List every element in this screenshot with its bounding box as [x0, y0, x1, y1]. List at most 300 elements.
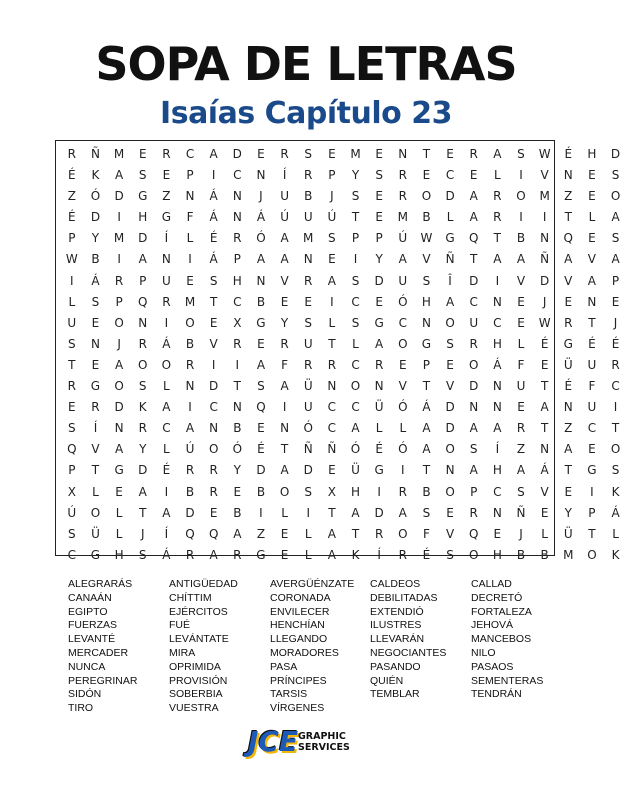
grid-letter[interactable]: L [541, 526, 548, 541]
grid-letter[interactable]: T [351, 526, 360, 541]
grid-letter[interactable]: S [91, 294, 100, 309]
grid-letter[interactable]: R [469, 147, 478, 161]
grid-letter[interactable]: O [445, 315, 455, 330]
grid-letter[interactable]: U [303, 400, 313, 415]
grid-letter[interactable]: M [397, 210, 408, 225]
grid-letter[interactable]: E [280, 526, 289, 541]
grid-letter[interactable]: B [233, 421, 242, 436]
grid-letter[interactable]: R [398, 189, 407, 204]
grid-letter[interactable]: A [256, 357, 266, 372]
grid-letter[interactable]: W [538, 147, 551, 161]
grid-letter[interactable]: A [351, 505, 360, 520]
grid-letter[interactable]: X [327, 484, 336, 499]
grid-letter[interactable]: O [587, 547, 597, 562]
grid-letter[interactable]: B [304, 189, 313, 204]
grid-letter[interactable]: V [398, 379, 407, 394]
grid-letter[interactable]: C [493, 315, 502, 330]
grid-letter[interactable]: O [114, 315, 124, 330]
grid-letter[interactable]: G [374, 315, 384, 330]
grid-letter[interactable]: É [68, 168, 76, 183]
grid-letter[interactable]: W [538, 315, 551, 330]
grid-letter[interactable]: R [493, 189, 502, 204]
grid-letter[interactable]: J [259, 189, 263, 204]
grid-letter[interactable]: D [469, 379, 479, 394]
grid-letter[interactable]: A [114, 168, 124, 183]
grid-letter[interactable]: N [256, 273, 266, 288]
grid-letter[interactable]: Ó [303, 421, 313, 436]
grid-letter[interactable]: R [138, 421, 147, 436]
grid-letter[interactable]: Q [468, 231, 479, 246]
grid-letter[interactable]: É [375, 442, 383, 457]
grid-letter[interactable]: J [330, 189, 334, 204]
grid-letter[interactable]: N [374, 379, 384, 394]
grid-letter[interactable]: L [281, 505, 288, 520]
grid-letter[interactable]: É [162, 463, 171, 478]
grid-letter[interactable]: N [421, 315, 431, 330]
grid-letter[interactable]: O [114, 379, 124, 394]
grid-letter[interactable]: Y [351, 168, 360, 183]
grid-letter[interactable]: E [328, 252, 336, 267]
grid-letter[interactable]: A [280, 463, 289, 478]
grid-letter[interactable]: Á [209, 252, 218, 267]
grid-letter[interactable]: Á [91, 273, 100, 288]
grid-letter[interactable]: F [281, 357, 289, 372]
grid-letter[interactable]: Á [162, 547, 171, 562]
grid-letter[interactable]: G [138, 189, 148, 204]
grid-letter[interactable]: E [91, 357, 100, 372]
grid-letter[interactable]: R [233, 336, 242, 351]
grid-letter[interactable]: U [587, 357, 597, 372]
grid-letter[interactable]: L [186, 231, 194, 246]
grid-letter[interactable]: H [421, 294, 431, 309]
grid-letter[interactable]: U [398, 273, 408, 288]
grid-letter[interactable]: N [232, 189, 242, 204]
grid-letter[interactable]: C [327, 421, 337, 436]
grid-letter[interactable]: A [516, 252, 526, 267]
grid-letter[interactable]: Ñ [445, 252, 455, 267]
grid-letter[interactable]: A [516, 463, 526, 478]
grid-letter[interactable]: Ñ [516, 505, 526, 520]
grid-letter[interactable]: Í [164, 526, 169, 541]
grid-letter[interactable]: C [445, 168, 455, 183]
grid-letter[interactable]: O [161, 357, 172, 372]
grid-letter[interactable]: A [611, 210, 620, 225]
grid-letter[interactable]: L [399, 421, 407, 436]
grid-letter[interactable]: G [421, 336, 432, 351]
grid-letter[interactable]: R [185, 463, 195, 478]
grid-letter[interactable]: T [611, 421, 620, 436]
grid-letter[interactable]: O [468, 547, 479, 562]
grid-letter[interactable]: U [587, 400, 597, 415]
grid-letter[interactable]: D [138, 231, 148, 246]
grid-letter[interactable]: Ü [563, 526, 573, 541]
grid-letter[interactable]: V [209, 336, 218, 351]
grid-letter[interactable]: Z [564, 189, 573, 204]
grid-letter[interactable]: B [256, 484, 266, 499]
grid-letter[interactable]: E [540, 505, 549, 520]
grid-letter[interactable]: R [185, 357, 195, 372]
grid-letter[interactable]: E [328, 147, 336, 161]
grid-letter[interactable]: G [90, 547, 101, 562]
grid-letter[interactable]: K [138, 400, 147, 415]
grid-letter[interactable]: V [564, 273, 573, 288]
grid-letter[interactable]: Z [564, 421, 573, 436]
grid-letter[interactable]: N [232, 210, 242, 225]
grid-letter[interactable]: Ú [280, 210, 289, 225]
grid-letter[interactable]: P [186, 168, 194, 183]
grid-letter[interactable]: E [280, 547, 289, 562]
grid-letter[interactable]: R [185, 547, 195, 562]
grid-letter[interactable]: C [351, 357, 360, 372]
grid-letter[interactable]: Á [209, 210, 218, 225]
grid-letter[interactable]: D [185, 505, 195, 520]
grid-letter[interactable]: O [398, 336, 408, 351]
grid-letter[interactable]: Ó [256, 231, 266, 246]
grid-letter[interactable]: I [211, 168, 216, 183]
grid-letter[interactable]: D [610, 147, 621, 161]
grid-letter[interactable]: P [115, 294, 123, 309]
grid-letter[interactable]: Z [516, 442, 526, 457]
grid-letter[interactable]: D [209, 379, 219, 394]
grid-letter[interactable]: R [564, 315, 573, 330]
grid-letter[interactable]: M [113, 231, 125, 246]
grid-letter[interactable]: W [420, 231, 433, 246]
grid-letter[interactable]: A [422, 421, 431, 436]
grid-letter[interactable]: Ó [398, 294, 408, 309]
grid-letter[interactable]: G [445, 231, 455, 246]
grid-letter[interactable]: S [304, 147, 313, 161]
grid-letter[interactable]: Q [67, 442, 77, 457]
grid-letter[interactable]: C [162, 421, 171, 436]
grid-letter[interactable]: L [304, 526, 312, 541]
grid-letter[interactable]: K [91, 168, 100, 183]
grid-letter[interactable]: A [280, 379, 289, 394]
grid-letter[interactable]: N [398, 147, 408, 161]
grid-letter[interactable]: I [519, 210, 523, 225]
grid-letter[interactable]: R [469, 336, 478, 351]
grid-letter[interactable]: S [422, 505, 431, 520]
grid-letter[interactable]: F [186, 210, 194, 225]
grid-letter[interactable]: C [351, 400, 360, 415]
grid-letter[interactable]: T [540, 379, 549, 394]
grid-letter[interactable]: A [587, 273, 597, 288]
grid-letter[interactable]: A [422, 442, 431, 457]
grid-letter[interactable]: C [67, 547, 77, 562]
grid-letter[interactable]: T [588, 315, 596, 330]
grid-letter[interactable]: S [304, 315, 313, 330]
grid-letter[interactable]: N [469, 400, 479, 415]
grid-letter[interactable]: K [611, 547, 620, 562]
grid-letter[interactable]: V [280, 273, 289, 288]
grid-letter[interactable]: J [140, 526, 145, 541]
grid-letter[interactable]: I [188, 252, 192, 267]
grid-letter[interactable]: A [138, 252, 147, 267]
grid-letter[interactable]: É [68, 210, 76, 225]
grid-letter[interactable]: A [493, 252, 502, 267]
grid-letter[interactable]: A [469, 463, 478, 478]
grid-letter[interactable]: T [328, 505, 336, 520]
grid-letter[interactable]: A [469, 189, 478, 204]
grid-letter[interactable]: X [233, 315, 242, 330]
grid-letter[interactable]: C [233, 168, 242, 183]
grid-letter[interactable]: P [351, 231, 360, 246]
grid-letter[interactable]: S [138, 379, 147, 394]
grid-letter[interactable]: G [90, 379, 101, 394]
grid-letter[interactable]: E [588, 231, 596, 246]
grid-letter[interactable]: A [398, 252, 407, 267]
grid-letter[interactable]: N [492, 294, 502, 309]
grid-letter[interactable]: V [445, 379, 455, 394]
grid-letter[interactable]: U [303, 336, 313, 351]
grid-letter[interactable]: E [540, 357, 549, 372]
grid-letter[interactable]: A [162, 505, 171, 520]
grid-letter[interactable]: M [184, 294, 196, 309]
grid-letter[interactable]: R [374, 526, 384, 541]
grid-letter[interactable]: L [612, 526, 619, 541]
grid-letter[interactable]: R [304, 273, 313, 288]
grid-letter[interactable]: T [588, 526, 596, 541]
grid-letter[interactable]: Ú [67, 505, 77, 520]
grid-letter[interactable]: R [516, 421, 526, 436]
grid-letter[interactable]: O [398, 526, 408, 541]
grid-letter[interactable]: E [138, 147, 147, 161]
grid-letter[interactable]: O [610, 189, 621, 204]
grid-letter[interactable]: P [68, 231, 76, 246]
grid-letter[interactable]: C [469, 294, 478, 309]
grid-letter[interactable]: B [233, 505, 242, 520]
grid-letter[interactable]: P [588, 505, 596, 520]
grid-letter[interactable]: A [280, 252, 289, 267]
grid-letter[interactable]: G [114, 463, 124, 478]
grid-letter[interactable]: Ú [185, 442, 195, 457]
grid-letter[interactable]: S [351, 315, 360, 330]
grid-letter[interactable]: T [422, 379, 431, 394]
grid-letter[interactable]: Ü [374, 400, 384, 415]
grid-letter[interactable]: A [564, 442, 573, 457]
grid-letter[interactable]: K [611, 484, 620, 499]
grid-letter[interactable]: U [469, 315, 479, 330]
grid-letter[interactable]: R [114, 273, 124, 288]
grid-letter[interactable]: A [209, 147, 218, 161]
grid-letter[interactable]: B [185, 484, 195, 499]
grid-letter[interactable]: T [540, 421, 549, 436]
grid-letter[interactable]: R [209, 484, 218, 499]
grid-letter[interactable]: F [588, 379, 596, 394]
grid-letter[interactable]: P [422, 357, 431, 372]
grid-letter[interactable]: T [564, 463, 572, 478]
grid-letter[interactable]: E [257, 421, 265, 436]
grid-letter[interactable]: G [161, 210, 172, 225]
grid-letter[interactable]: H [232, 273, 242, 288]
grid-letter[interactable]: Q [256, 400, 266, 415]
grid-letter[interactable]: I [282, 400, 287, 415]
grid-letter[interactable]: J [519, 526, 523, 541]
grid-letter[interactable]: D [114, 400, 124, 415]
grid-letter[interactable]: V [422, 252, 431, 267]
grid-letter[interactable]: A [256, 252, 266, 267]
grid-letter[interactable]: R [327, 357, 337, 372]
grid-letter[interactable]: A [327, 526, 336, 541]
grid-letter[interactable]: D [445, 189, 455, 204]
grid-letter[interactable]: O [279, 484, 290, 499]
grid-letter[interactable]: O [468, 357, 479, 372]
grid-letter[interactable]: G [587, 463, 597, 478]
grid-letter[interactable]: D [374, 505, 384, 520]
grid-letter[interactable]: A [233, 526, 242, 541]
grid-letter[interactable]: H [492, 336, 502, 351]
grid-letter[interactable]: L [328, 315, 336, 330]
grid-letter[interactable]: E [517, 400, 525, 415]
grid-letter[interactable]: P [470, 484, 478, 499]
grid-letter[interactable]: Y [233, 463, 241, 478]
grid-letter[interactable]: R [280, 147, 289, 161]
grid-letter[interactable]: A [185, 421, 195, 436]
grid-letter[interactable]: O [421, 189, 432, 204]
grid-letter[interactable]: E [517, 294, 525, 309]
grid-letter[interactable]: O [138, 357, 148, 372]
grid-letter[interactable]: E [233, 484, 242, 499]
grid-letter[interactable]: N [563, 400, 573, 415]
grid-letter[interactable]: É [209, 231, 218, 246]
grid-letter[interactable]: E [493, 526, 502, 541]
grid-letter[interactable]: R [138, 336, 147, 351]
grid-letter[interactable]: R [67, 379, 76, 394]
grid-letter[interactable]: E [328, 463, 336, 478]
grid-letter[interactable]: A [327, 273, 336, 288]
grid-letter[interactable]: E [375, 147, 383, 161]
grid-letter[interactable]: N [138, 315, 148, 330]
grid-letter[interactable]: Í [164, 231, 169, 246]
grid-letter[interactable]: S [328, 231, 336, 246]
grid-letter[interactable]: I [164, 315, 169, 330]
grid-letter[interactable]: I [211, 357, 216, 372]
grid-letter[interactable]: E [422, 168, 431, 183]
grid-letter[interactable]: A [445, 294, 455, 309]
grid-letter[interactable]: R [493, 210, 502, 225]
grid-letter[interactable]: O [445, 442, 455, 457]
grid-letter[interactable]: G [256, 315, 266, 330]
grid-letter[interactable]: F [422, 526, 430, 541]
grid-letter[interactable]: I [259, 505, 263, 520]
grid-letter[interactable]: Z [256, 526, 266, 541]
grid-letter[interactable]: N [303, 252, 313, 267]
grid-letter[interactable]: S [304, 484, 313, 499]
grid-letter[interactable]: A [375, 336, 384, 351]
grid-letter[interactable]: Ü [351, 463, 360, 478]
grid-letter[interactable]: T [422, 147, 431, 161]
grid-letter[interactable]: N [232, 400, 242, 415]
grid-letter[interactable]: I [306, 505, 310, 520]
grid-letter[interactable]: O [185, 315, 195, 330]
grid-letter[interactable]: D [445, 400, 455, 415]
grid-letter[interactable]: A [209, 547, 218, 562]
grid-letter[interactable]: N [492, 400, 502, 415]
grid-letter[interactable]: N [587, 294, 597, 309]
grid-letter[interactable]: Ó [350, 442, 361, 457]
grid-letter[interactable]: P [233, 252, 241, 267]
grid-letter[interactable]: N [185, 379, 195, 394]
grid-letter[interactable]: E [209, 505, 218, 520]
grid-letter[interactable]: E [446, 505, 454, 520]
grid-letter[interactable]: É [611, 336, 620, 351]
grid-letter[interactable]: M [113, 147, 125, 161]
grid-letter[interactable]: É [540, 336, 549, 351]
grid-letter[interactable]: L [68, 294, 76, 309]
grid-letter[interactable]: P [68, 463, 76, 478]
grid-letter[interactable]: Á [162, 336, 171, 351]
grid-letter[interactable]: E [257, 147, 265, 161]
grid-letter[interactable]: D [256, 463, 266, 478]
grid-letter[interactable]: F [517, 357, 525, 372]
grid-letter[interactable]: T [68, 357, 76, 372]
grid-letter[interactable]: Á [540, 463, 549, 478]
grid-letter[interactable]: Y [139, 442, 147, 457]
grid-letter[interactable]: L [494, 168, 501, 183]
grid-letter[interactable]: P [375, 231, 383, 246]
grid-letter[interactable]: E [564, 484, 573, 499]
grid-letter[interactable]: Ñ [90, 147, 100, 161]
grid-letter[interactable]: Ú [327, 210, 337, 225]
grid-letter[interactable]: V [540, 484, 549, 499]
grid-letter[interactable]: I [164, 484, 169, 499]
grid-letter[interactable]: B [516, 231, 526, 246]
grid-letter[interactable]: S [68, 421, 76, 436]
grid-letter[interactable]: E [398, 357, 407, 372]
grid-letter[interactable]: H [492, 463, 502, 478]
grid-letter[interactable]: S [351, 189, 360, 204]
grid-letter[interactable]: L [163, 379, 170, 394]
grid-letter[interactable]: U [161, 273, 171, 288]
grid-letter[interactable]: I [401, 463, 405, 478]
grid-letter[interactable]: E [115, 484, 123, 499]
grid-letter[interactable]: D [114, 189, 124, 204]
grid-letter[interactable]: T [493, 231, 502, 246]
grid-letter[interactable]: S [611, 463, 620, 478]
grid-letter[interactable]: S [446, 547, 454, 562]
grid-letter[interactable]: T [564, 210, 572, 225]
grid-letter[interactable]: E [257, 336, 265, 351]
grid-letter[interactable]: S [138, 168, 147, 183]
grid-letter[interactable]: S [68, 336, 76, 351]
grid-letter[interactable]: T [91, 463, 100, 478]
grid-letter[interactable]: É [564, 147, 573, 161]
grid-letter[interactable]: N [540, 231, 550, 246]
grid-letter[interactable]: Ü [303, 379, 313, 394]
grid-letter[interactable]: S [446, 336, 454, 351]
grid-letter[interactable]: E [611, 294, 620, 309]
grid-letter[interactable]: N [563, 168, 573, 183]
grid-letter[interactable]: L [588, 210, 596, 225]
grid-letter[interactable]: U [280, 189, 289, 204]
grid-letter[interactable]: D [138, 463, 148, 478]
grid-letter[interactable]: Á [209, 189, 218, 204]
grid-letter[interactable]: T [209, 294, 218, 309]
grid-letter[interactable]: L [115, 505, 123, 520]
grid-letter[interactable]: L [352, 336, 359, 351]
grid-letter[interactable]: S [375, 168, 383, 183]
grid-letter[interactable]: T [470, 252, 478, 267]
grid-letter[interactable]: Z [162, 189, 171, 204]
grid-letter[interactable]: G [256, 547, 266, 562]
grid-letter[interactable]: I [70, 273, 74, 288]
grid-letter[interactable]: T [328, 336, 336, 351]
grid-letter[interactable]: H [587, 147, 597, 161]
grid-letter[interactable]: Q [208, 526, 219, 541]
grid-letter[interactable]: Í [282, 168, 287, 183]
grid-letter[interactable]: V [516, 273, 526, 288]
grid-letter[interactable]: A [493, 421, 502, 436]
grid-letter[interactable]: A [280, 231, 289, 246]
